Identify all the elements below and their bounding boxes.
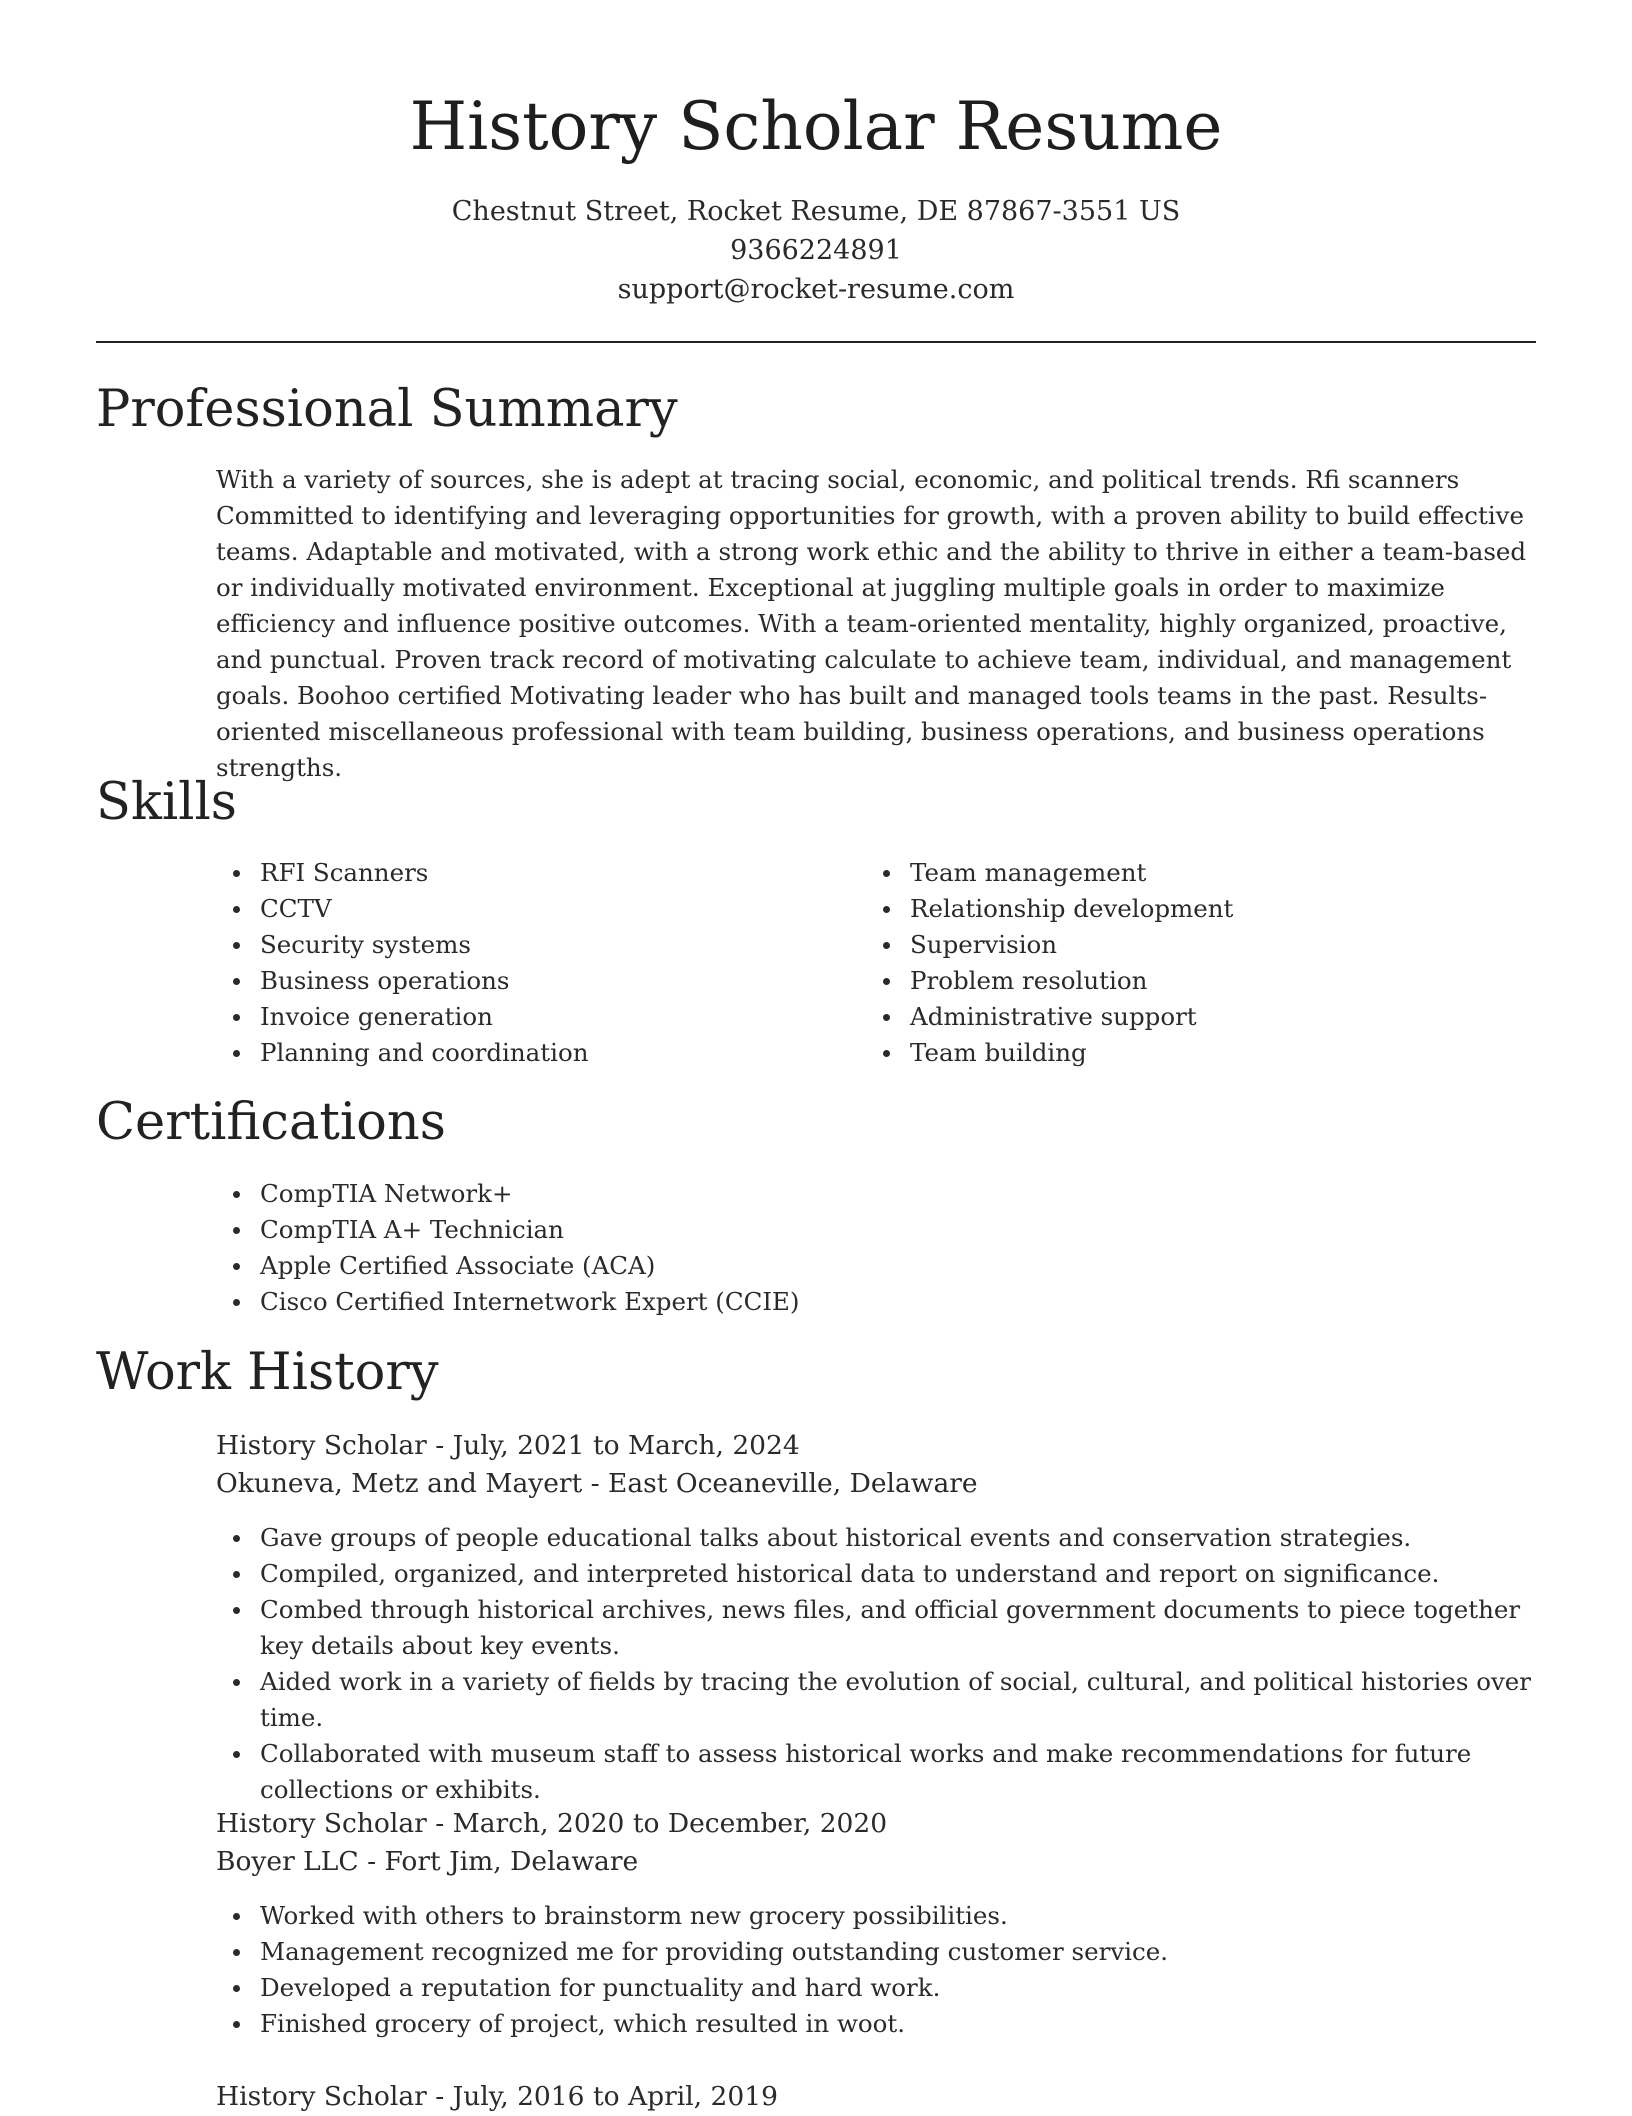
- skill-item: Supervision: [866, 927, 1486, 963]
- job-company-line: Boyer LLC - Fort Jim, Delaware: [216, 1846, 639, 1877]
- certifications-list: [216, 1176, 1516, 1320]
- skill-item: Security systems: [216, 927, 836, 963]
- job-bullets: [216, 1520, 1556, 1808]
- skill-item: CCTV: [216, 891, 836, 927]
- skill-item: Team management: [866, 855, 1486, 891]
- skill-item: RFI Scanners: [216, 855, 836, 891]
- certification-item: CompTIA A+ Technician: [216, 1212, 1516, 1248]
- skill-item: Problem resolution: [866, 963, 1486, 999]
- job-company-line: Okuneva, Metz and Mayert - East Oceaneville, Delaware: [216, 1468, 978, 1499]
- job-bullet: Aided work in a variety of fields by tracing the evolution of social, cultural, and political histories over time.: [216, 1664, 1556, 1736]
- header-divider: [96, 341, 1536, 343]
- skill-item: Team building: [866, 1035, 1486, 1071]
- skill-item: Relationship development: [866, 891, 1486, 927]
- phone-text: 9366224891: [730, 235, 902, 266]
- job-title-line: History Scholar - March, 2020 to December, 2020: [216, 1808, 888, 1839]
- job-header: [216, 2078, 778, 2116]
- resume-title: History Scholar Resume: [409, 88, 1223, 165]
- job-bullet: Combed through historical archives, news files, and official government documents to piece together key details about key events.: [216, 1592, 1556, 1664]
- job-title-line: History Scholar - July, 2021 to March, 2024: [216, 1430, 800, 1461]
- job-bullet: Worked with others to brainstorm new grocery possibilities.: [216, 1898, 1556, 1934]
- skill-item: Administrative support: [866, 999, 1486, 1035]
- job-header: [216, 1805, 887, 1881]
- certification-item: CompTIA Network+: [216, 1176, 1516, 1212]
- job-title-line: History Scholar - July, 2016 to April, 2019: [216, 2081, 778, 2112]
- skills-list-right: [866, 855, 1486, 1071]
- skills-heading: Skills: [96, 773, 237, 832]
- skill-item: Invoice generation: [216, 999, 836, 1035]
- summary-text: With a variety of sources, she is adept at tracing social, economic, and political trends. Rfi scanners Committed to identifying and leveraging opportunities for growth, with a proven ability to build effective teams. Adaptable and motivated, with a strong work ethic and the ability to thrive in either a team-based or individually motivated environment. Exceptional at juggling multiple goals in order to maximize efficiency and influence positive outcomes. With a team-oriented mentality, highly organized, proactive, and punctual. Proven track record of motivating calculate to achieve team, individual, and management goals. Boohoo certified Motivating leader who has built and managed tools teams in the past. Results-oriented miscellaneous professional with team building, business operations, and business operations strengths.: [216, 465, 1527, 782]
- job-bullet: Collaborated with museum staff to assess historical works and make recommendations for future collections or exhibits.: [216, 1736, 1556, 1808]
- email-text: support@rocket-resume.com: [617, 274, 1015, 305]
- address-text: Chestnut Street, Rocket Resume, DE 87867-3551 US: [451, 196, 1181, 227]
- job-bullet: Gave groups of people educational talks about historical events and conservation strategies.: [216, 1520, 1556, 1556]
- job-bullet: Compiled, organized, and interpreted historical data to understand and report on significance.: [216, 1556, 1556, 1592]
- skills-list-left: [216, 855, 836, 1071]
- contact-block: [96, 192, 1536, 309]
- skill-item: Business operations: [216, 963, 836, 999]
- job-bullet: Developed a reputation for punctuality and hard work.: [216, 1970, 1556, 2006]
- job-header: [216, 1427, 978, 1503]
- job-bullet: Management recognized me for providing outstanding customer service.: [216, 1934, 1556, 1970]
- summary-heading: Professional Summary: [96, 380, 678, 439]
- work-history-heading: Work History: [96, 1343, 439, 1402]
- certification-item: Cisco Certified Internetwork Expert (CCIE): [216, 1284, 1516, 1320]
- certifications-heading: Certifications: [96, 1093, 446, 1152]
- skill-item: Planning and coordination: [216, 1035, 836, 1071]
- job-bullets: [216, 1898, 1556, 2042]
- certification-item: Apple Certified Associate (ACA): [216, 1248, 1516, 1284]
- job-bullet: Finished grocery of project, which resulted in woot.: [216, 2006, 1556, 2042]
